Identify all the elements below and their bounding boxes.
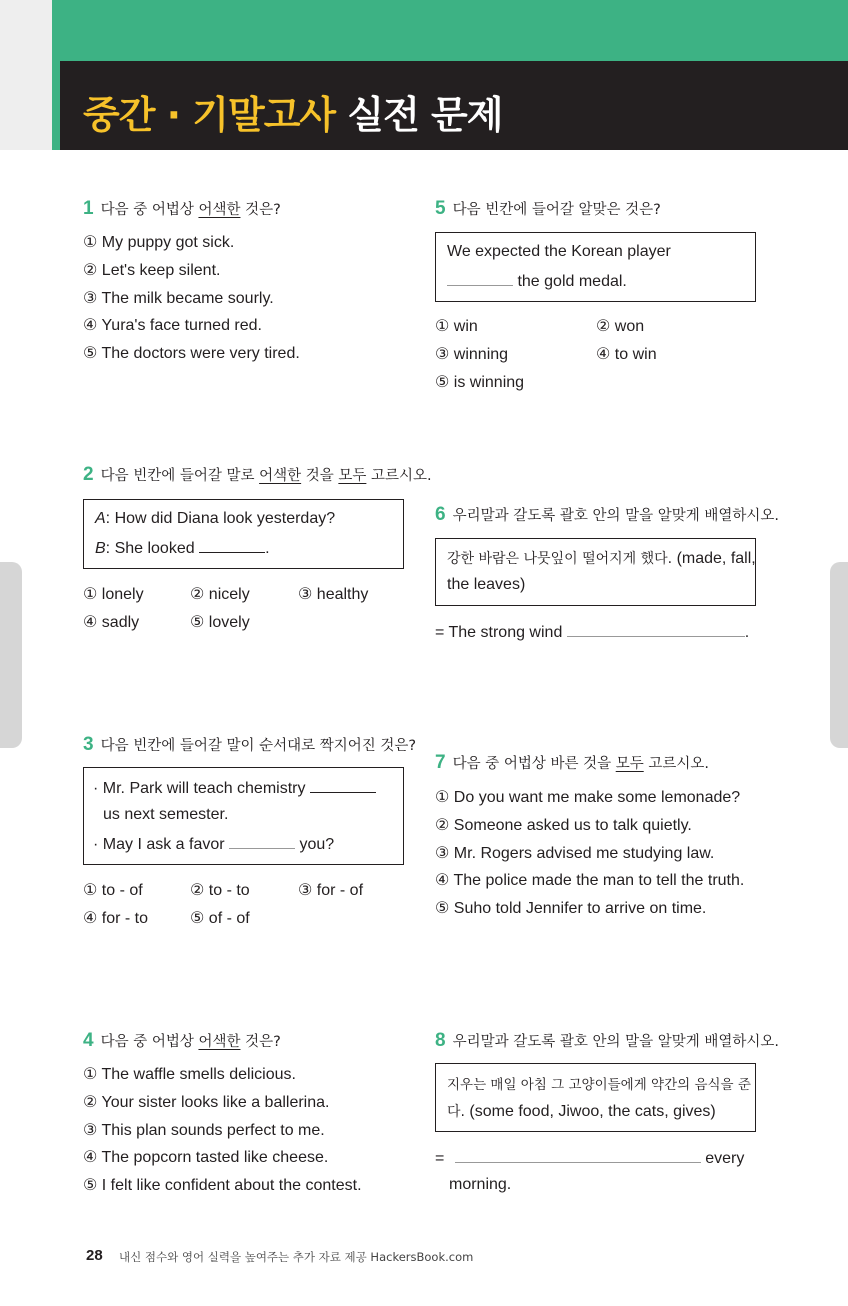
prompt-underline: 모두 bbox=[615, 756, 644, 772]
answer-blank[interactable] bbox=[455, 1148, 701, 1163]
q8-box-line-2 bbox=[447, 1101, 716, 1121]
question-4-prompt bbox=[83, 1030, 281, 1052]
q6-box-line-2: the leaves) bbox=[447, 576, 526, 593]
q2-option-4[interactable]: ④ sadly bbox=[83, 614, 140, 631]
q1-option-3[interactable]: ③ The milk became sourly. bbox=[83, 290, 274, 307]
answer-suffix: . bbox=[744, 624, 750, 641]
q8-answer-line-2: morning. bbox=[449, 1176, 512, 1193]
q3-sentence-line-1 bbox=[93, 778, 376, 798]
prompt-text: 다음 중 어법상 bbox=[100, 1034, 199, 1050]
page-title-rest: 실전 문제 bbox=[347, 93, 503, 137]
prompt-underline: 어색한 bbox=[198, 202, 241, 218]
q6-answer-line bbox=[435, 622, 749, 642]
q5-option-2[interactable]: ② won bbox=[596, 318, 645, 335]
q1-option-5[interactable]: ⑤ The doctors were very tired. bbox=[83, 345, 300, 362]
q5-sentence-line-2 bbox=[447, 271, 627, 291]
right-page-tab bbox=[830, 562, 848, 748]
page-title bbox=[83, 84, 502, 139]
dialogue-text: : She looked bbox=[105, 540, 195, 557]
q2-option-1[interactable]: ① lonely bbox=[83, 586, 144, 603]
sentence-text: the gold medal. bbox=[517, 273, 627, 290]
q7-option-5[interactable]: ⑤ Suho told Jennifer to arrive on time. bbox=[435, 900, 707, 917]
question-number: 1 bbox=[83, 198, 94, 219]
dialogue-text: . bbox=[265, 540, 270, 557]
q2-dialogue-line-1 bbox=[95, 510, 335, 528]
sentence-text: · Mr. Park will teach chemistry bbox=[93, 780, 306, 797]
prompt-text: 것은? bbox=[240, 1034, 281, 1050]
question-8-prompt bbox=[435, 1030, 779, 1052]
question-number: 3 bbox=[83, 734, 94, 755]
q1-option-4[interactable]: ④ Yura's face turned red. bbox=[83, 317, 262, 334]
prompt-text: 다음 빈칸에 들어갈 말이 순서대로 짝지어진 것은? bbox=[100, 738, 417, 754]
header-left-strip bbox=[0, 0, 52, 150]
q4-option-5[interactable]: ⑤ I felt like confident about the contest. bbox=[83, 1177, 362, 1194]
answer-prefix: = The strong wind bbox=[435, 624, 563, 641]
q2-option-5[interactable]: ⑤ lovely bbox=[190, 614, 250, 631]
question-number: 8 bbox=[435, 1030, 446, 1051]
q8-box-line-1 bbox=[447, 1073, 751, 1094]
question-number: 5 bbox=[435, 198, 446, 219]
speaker-label: A bbox=[95, 510, 106, 527]
q4-option-1[interactable]: ① The waffle smells delicious. bbox=[83, 1066, 296, 1083]
sentence-text: · May I ask a favor bbox=[93, 836, 225, 853]
q2-option-3[interactable]: ③ healthy bbox=[298, 586, 369, 603]
q1-option-1[interactable]: ① My puppy got sick. bbox=[83, 234, 235, 251]
speaker-label: B bbox=[95, 540, 106, 557]
q5-sentence-line-1: We expected the Korean player bbox=[447, 243, 671, 260]
korean-sentence: 지우는 매일 아침 그 고양이들에게 약간의 음식을 준 bbox=[447, 1077, 751, 1093]
q2-option-2[interactable]: ② nicely bbox=[190, 586, 250, 603]
q3-sentence-line-2: us next semester. bbox=[103, 806, 229, 823]
word-list: (made, fall, bbox=[672, 550, 756, 567]
left-page-tab bbox=[0, 562, 22, 748]
page-number: 28 bbox=[86, 1247, 103, 1264]
q3-option-1[interactable]: ① to - of bbox=[83, 882, 143, 899]
answer-prefix: = bbox=[435, 1150, 445, 1167]
prompt-text: 다음 빈칸에 들어갈 말로 bbox=[100, 468, 260, 484]
q3-sentence-line-3 bbox=[93, 834, 334, 854]
answer-blank[interactable] bbox=[567, 622, 745, 637]
page-title-highlight: 중간 · 기말고사 bbox=[83, 93, 336, 137]
prompt-underline: 모두 bbox=[338, 468, 367, 484]
prompt-text: 우리말과 갈도록 괄호 안의 말을 알맞게 배열하시오. bbox=[452, 508, 779, 524]
question-1-prompt bbox=[83, 198, 281, 220]
prompt-text: 다음 중 어법상 바른 것을 bbox=[452, 756, 616, 772]
prompt-text: 우리말과 갈도록 괄호 안의 말을 알맞게 배열하시오. bbox=[452, 1034, 779, 1050]
q6-box-line-1 bbox=[447, 548, 756, 568]
q5-option-3[interactable]: ③ winning bbox=[435, 346, 509, 363]
q5-option-5[interactable]: ⑤ is winning bbox=[435, 374, 525, 391]
prompt-underline: 어색한 bbox=[259, 468, 302, 484]
prompt-text: 고르시오. bbox=[366, 468, 432, 484]
q7-option-4[interactable]: ④ The police made the man to tell the truth. bbox=[435, 872, 745, 889]
prompt-text: 다음 빈칸에 들어갈 알맞은 것은? bbox=[452, 202, 661, 218]
q4-option-2[interactable]: ② Your sister looks like a ballerina. bbox=[83, 1094, 330, 1111]
question-3-prompt bbox=[83, 734, 416, 756]
title-bar-accent bbox=[52, 61, 60, 150]
prompt-text: 고르시오. bbox=[643, 756, 709, 772]
question-5-prompt bbox=[435, 198, 661, 220]
q7-option-2[interactable]: ② Someone asked us to talk quietly. bbox=[435, 817, 692, 834]
footer-text: 내신 점수와 영어 실력을 높여주는 추가 자료 제공 HackersBook.com bbox=[119, 1250, 474, 1264]
prompt-text: 것을 bbox=[301, 468, 339, 484]
answer-blank bbox=[199, 538, 265, 553]
word-list: (some food, Jiwoo, the cats, gives) bbox=[464, 1103, 716, 1120]
q3-option-3[interactable]: ③ for - of bbox=[298, 882, 364, 899]
question-number: 2 bbox=[83, 464, 94, 485]
question-number: 4 bbox=[83, 1030, 94, 1051]
prompt-text: 다음 중 어법상 bbox=[100, 202, 199, 218]
q5-option-4[interactable]: ④ to win bbox=[596, 346, 657, 363]
question-number: 7 bbox=[435, 752, 446, 773]
q7-option-3[interactable]: ③ Mr. Rogers advised me studying law. bbox=[435, 845, 715, 862]
q4-option-3[interactable]: ③ This plan sounds perfect to me. bbox=[83, 1122, 325, 1139]
prompt-text: 것은? bbox=[240, 202, 281, 218]
q4-option-4[interactable]: ④ The popcorn tasted like cheese. bbox=[83, 1149, 329, 1166]
q3-option-5[interactable]: ⑤ of - of bbox=[190, 910, 250, 927]
dialogue-text: : How did Diana look yesterday? bbox=[105, 510, 336, 527]
question-2-prompt bbox=[83, 464, 432, 486]
q8-answer-line bbox=[435, 1148, 744, 1168]
question-number: 6 bbox=[435, 504, 446, 525]
q2-dialogue-line-2 bbox=[95, 538, 270, 558]
question-6-prompt bbox=[435, 504, 779, 526]
question-7-prompt bbox=[435, 752, 709, 774]
q1-option-2[interactable]: ② Let's keep silent. bbox=[83, 262, 221, 279]
korean-sentence: 다. bbox=[447, 1104, 465, 1120]
answer-blank bbox=[447, 271, 513, 286]
header-top-band bbox=[0, 0, 848, 61]
answer-suffix: every bbox=[705, 1150, 745, 1167]
q3-option-4[interactable]: ④ for - to bbox=[83, 910, 149, 927]
q3-option-2[interactable]: ② to - to bbox=[190, 882, 250, 899]
answer-blank bbox=[310, 778, 376, 793]
answer-blank bbox=[229, 834, 295, 849]
q5-option-1[interactable]: ① win bbox=[435, 318, 478, 335]
korean-sentence: 강한 바람은 나뭇잎이 떨어지게 했다. bbox=[447, 551, 673, 567]
q7-option-1[interactable]: ① Do you want me make some lemonade? bbox=[435, 789, 741, 806]
prompt-underline: 어색한 bbox=[198, 1034, 241, 1050]
sentence-text: you? bbox=[299, 836, 335, 853]
